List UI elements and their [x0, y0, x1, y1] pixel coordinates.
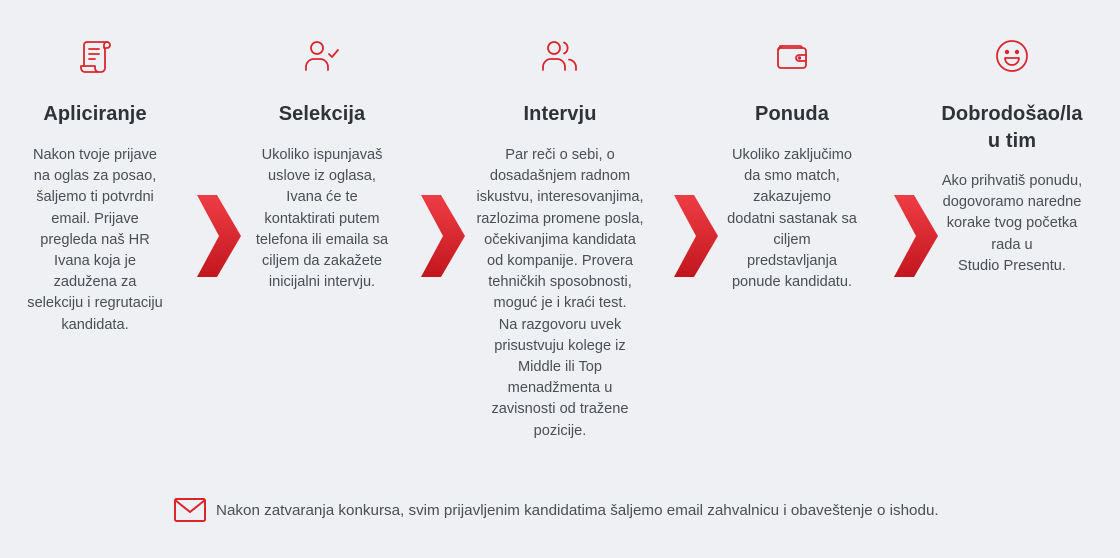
desc-line: Par reči o sebi, o	[505, 147, 615, 163]
chevron-right-icon	[674, 195, 718, 277]
step-title	[928, 101, 1096, 155]
user-check-icon	[302, 36, 342, 76]
desc-line: Nakon tvoje prijave	[32, 147, 158, 163]
users-icon	[540, 36, 580, 76]
mail-icon	[173, 496, 207, 524]
desc-line: ciljem	[773, 231, 811, 248]
desc-line: inicijalni intervju.	[268, 274, 376, 291]
desc-line: Ukoliko ispunjavaš	[261, 147, 383, 163]
desc-line: kandidata.	[61, 316, 129, 333]
desc-line: kontaktirati putem	[264, 210, 380, 227]
desc-line: Ivana koja je	[54, 253, 136, 270]
desc-line: telefona ili emaila sa	[255, 231, 389, 248]
smiley-icon	[992, 36, 1032, 76]
step-description	[928, 171, 1096, 277]
desc-line: menadžmenta u	[507, 380, 613, 397]
desc-line: zadužena za	[53, 274, 137, 291]
desc-line: šaljemo ti potvrdni	[36, 189, 154, 206]
desc-line: zakazujemo	[753, 189, 831, 206]
desc-line: Studio Presentu.	[958, 257, 1066, 274]
step-description	[716, 145, 868, 293]
step-ponuda	[716, 0, 868, 470]
desc-line: prisustvuju kolege iz	[494, 337, 626, 354]
desc-line: rada u	[991, 236, 1033, 253]
step-title: Apliciranje	[43, 103, 147, 125]
footer-text: Nakon zatvaranja konkursa, svim prijavljenim kandidatima šaljemo email zahvalnicu i obaveštenje o ishodu.	[216, 501, 939, 519]
desc-line: Ukoliko zaključimo	[731, 147, 853, 163]
desc-line: selekciju i regrutaciju	[27, 295, 163, 312]
title-line: u tim	[987, 130, 1037, 152]
desc-line: od kompanije. Provera	[486, 253, 634, 270]
desc-line: zavisnosti od tražene	[491, 401, 629, 418]
desc-line: da smo match,	[744, 168, 840, 185]
desc-line: dosadašnjem radnom	[489, 168, 631, 185]
desc-line: predstavljanja	[746, 253, 838, 270]
desc-line: ponude kandidatu.	[731, 274, 853, 291]
step-title: Selekcija	[278, 103, 366, 125]
step-description	[464, 145, 656, 442]
desc-line: iskustvu, interesovanjima,	[476, 189, 644, 206]
step-intervju	[464, 0, 656, 470]
chevron-right-icon	[421, 195, 465, 277]
scroll-document-icon	[75, 36, 115, 76]
desc-line: Middle ili Top	[517, 359, 603, 376]
desc-line: pozicije.	[533, 422, 587, 439]
desc-line: razlozima promene posla,	[476, 210, 644, 227]
desc-line: uslove iz oglasa,	[268, 168, 376, 185]
step-title: Intervju	[523, 103, 597, 125]
desc-line: tehničkih sposobnosti,	[488, 274, 632, 291]
desc-line: Ako prihvatiš ponudu,	[941, 173, 1083, 189]
desc-line: Na razgovoru uvek	[498, 316, 622, 333]
desc-line: dogovoramo naredne	[942, 194, 1082, 211]
step-dobrodosao	[928, 0, 1096, 470]
step-title: Ponuda	[755, 103, 829, 125]
desc-line: na oglas za posao,	[33, 168, 157, 185]
footer-note	[173, 494, 939, 526]
desc-line: dodatni sastanak sa	[727, 210, 857, 227]
step-description	[0, 145, 190, 336]
desc-line: email. Prijave	[51, 210, 139, 227]
wallet-icon	[772, 36, 812, 76]
desc-line: ciljem da zakažete	[261, 253, 383, 270]
desc-line: očekivanjima kandidata	[484, 231, 636, 248]
step-selekcija	[244, 0, 400, 470]
desc-line: Ivana će te	[286, 189, 358, 206]
step-apliciranje	[0, 0, 190, 470]
desc-line: korake tvog početka	[946, 215, 1078, 232]
desc-line: pregleda naš HR	[40, 231, 150, 248]
desc-line: moguć je i kraći test.	[493, 295, 627, 312]
step-description	[244, 145, 400, 293]
title-line: Dobrodošao/la	[941, 103, 1083, 125]
chevron-right-icon	[197, 195, 241, 277]
